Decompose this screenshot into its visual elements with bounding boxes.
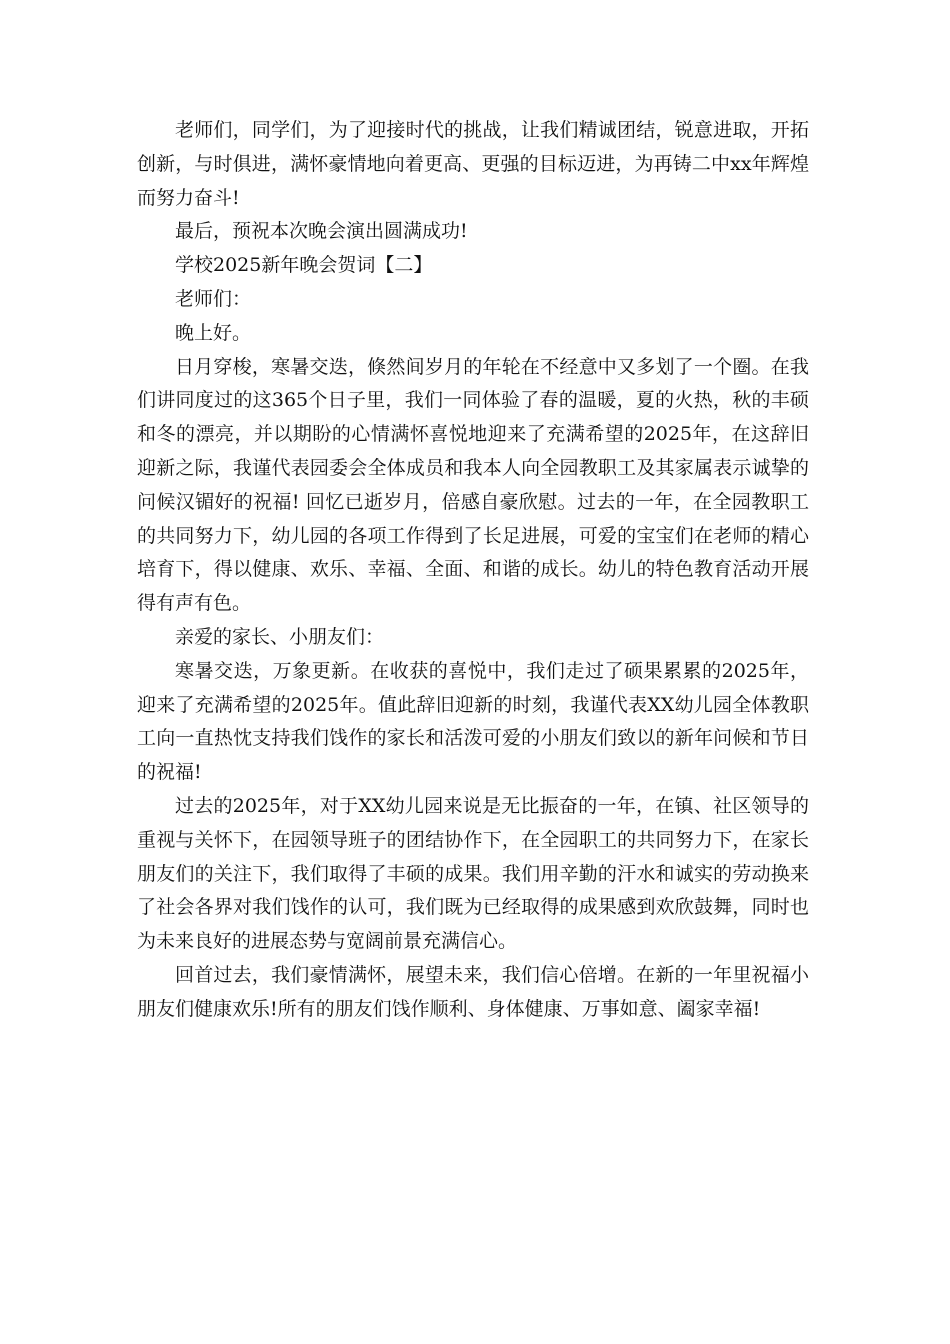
paragraph-closing-appeal: 老师们，同学们，为了迎接时代的挑战，让我们精诚团结，锐意进取，开拓创新，与时俱进，满怀豪情地向着更高、更强的目标迈进，为再铸二中xx年辉煌而努力奋斗! <box>137 119 809 209</box>
salutation-teachers: 老师们： <box>175 287 252 310</box>
paragraph-achievements: 过去的2025年，对于XX幼儿园来说是无比振奋的一年，在镇、社区领导的重视与关怀下，在园领导班子的团结协作下，在全园职工的共同努力下，在家长朋友们的关注下，我们取得了丰硕的成果。我们用辛勤的汗水和诚实的劳动换来了社会各界对我们饯作的认可，我们既为已经取得的成果感到欢欣鼓舞，同时也为未来良好的进展态势与宽阔前景充满信心。 <box>137 794 809 953</box>
greeting-evening: 晚上好。 <box>175 321 252 344</box>
paragraph-blessing: 回首过去，我们豪情满怀，展望未来，我们信心倍增。在新的一年里祝福小朋友们健康欢乐!所有的朋友们饯作顺利、身体健康、万事如意、阖家幸福! <box>137 963 809 1020</box>
section-heading: 学校2025新年晚会贺词【二】 <box>175 254 433 277</box>
paragraph-final-wish: 最后，预祝本次晚会演出圆满成功! <box>175 220 468 243</box>
document-page <box>137 114 809 1027</box>
paragraph-new-year-greeting: 寒暑交迭，万象更新。在收获的喜悦中，我们走过了硕果累累的2025年，迎来了充满希望的2025年。值此辞旧迎新的时刻，我谨代表XX幼儿园全体教职工向一直热忱支持我们饯作的家长和活泼可爱的小朋友们致以的新年问候和节日的祝福! <box>137 659 809 784</box>
salutation-parents-children: 亲爱的家长、小朋友们： <box>175 625 385 648</box>
paragraph-year-review: 日月穿梭，寒暑交迭，倏然间岁月的年轮在不经意中又多划了一个圈。在我们讲同度过的这365个日子里，我们一同体验了春的温暖，夏的火热，秋的丰硕和冬的漂亮，并以期盼的心情满怀喜悦地迎来了充满希望的2025年，在这辞旧迎新之际，我谨代表园委会全体成员和我本人向全园教职工及其家属表示诚挚的问候汉镅好的祝福! 回忆已逝岁月，倍感自豪欣慰。过去的一年，在全园教职工的共同努力下，幼儿园的各项工作得到了长足进展，可爱的宝宝们在老师的精心培育下，得以健康、欢乐、幸福、全面、和谐的成长。幼儿的特色教育活动开展得有声有色。 <box>137 355 809 615</box>
